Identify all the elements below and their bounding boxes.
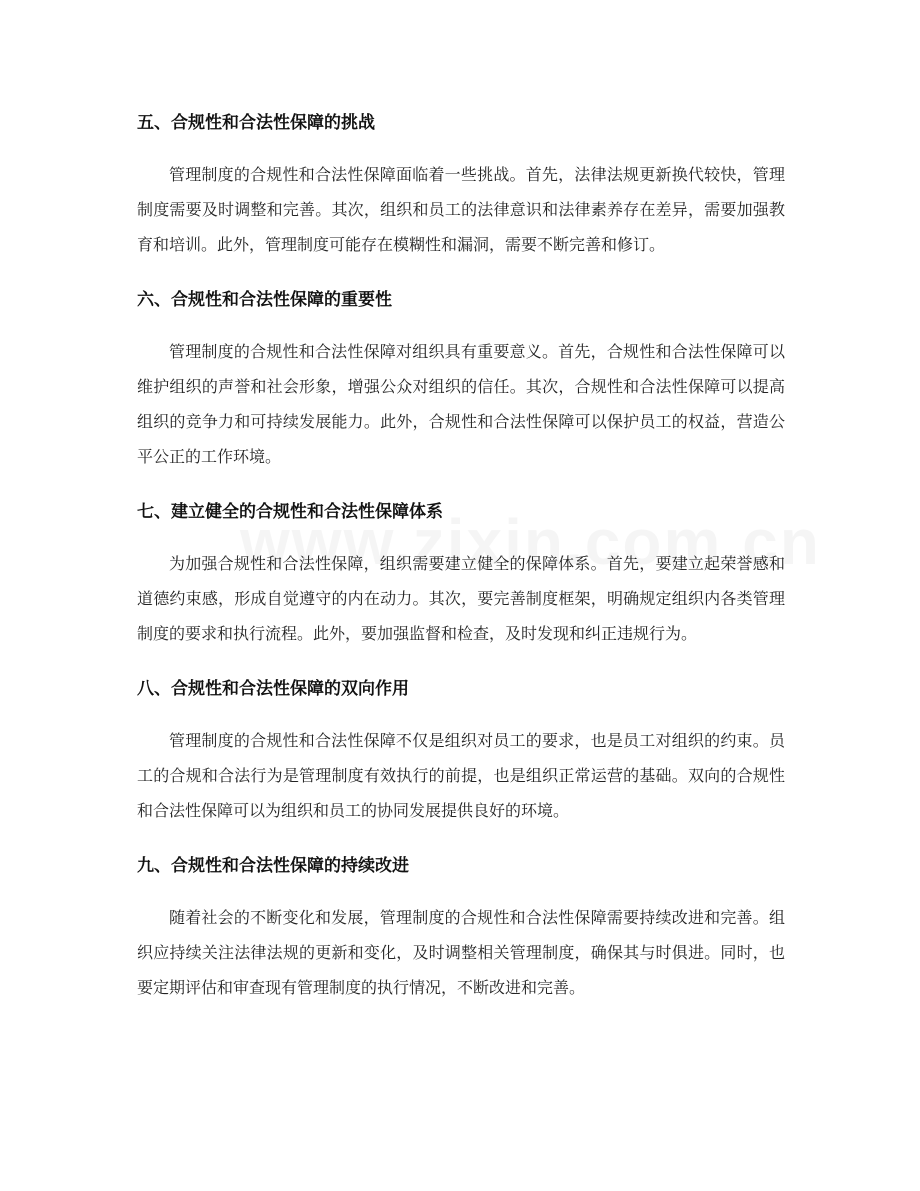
section-heading: 五、合规性和合法性保障的挑战 <box>137 113 375 133</box>
section-heading: 八、合规性和合法性保障的双向作用 <box>137 679 409 699</box>
section-paragraph: 随着社会的不断变化和发展，管理制度的合规性和合法性保障需要持续改进和完善。组织应持续关注法律法规的更新和变化，及时调整相关管理制度，确保其与时俱进。同时，也要定期评估和审查现有管理制度的执行情况，不断改进和完善。 <box>137 908 785 997</box>
section-paragraph: 管理制度的合规性和合法性保障面临着一些挑战。首先，法律法规更新换代较快，管理制度需要及时调整和完善。其次，组织和员工的法律意识和法律素养存在差异，需要加强教育和培训。此外，管理制度可能存在模糊性和漏洞，需要不断完善和修订。 <box>137 165 785 254</box>
section-challenges <box>137 106 785 262</box>
section-improvement <box>137 849 785 1005</box>
section-paragraph: 管理制度的合规性和合法性保障不仅是组织对员工的要求，也是员工对组织的约束。员工的合规和合法行为是管理制度有效执行的前提，也是组织正常运营的基础。双向的合规性和合法性保障可以为组织和员工的协同发展提供良好的环境。 <box>137 731 785 820</box>
section-heading: 七、建立健全的合规性和合法性保障体系 <box>137 502 443 522</box>
section-bidirectional <box>137 672 785 828</box>
section-paragraph: 为加强合规性和合法性保障，组织需要建立健全的保障体系。首先，要建立起荣誉感和道德约束感，形成自觉遵守的内在动力。其次，要完善制度框架，明确规定组织内各类管理制度的要求和执行流程。此外，要加强监督和检查，及时发现和纠正违规行为。 <box>137 554 785 643</box>
section-heading: 九、合规性和合法性保障的持续改进 <box>137 856 409 876</box>
document-body <box>137 106 785 1026</box>
section-paragraph: 管理制度的合规性和合法性保障对组织具有重要意义。首先，合规性和合法性保障可以维护组织的声誉和社会形象，增强公众对组织的信任。其次，合规性和合法性保障可以提高组织的竞争力和可持续发展能力。此外，合规性和合法性保障可以保护员工的权益，营造公平公正的工作环境。 <box>137 342 785 466</box>
section-system <box>137 495 785 651</box>
section-importance <box>137 283 785 474</box>
section-heading: 六、合规性和合法性保障的重要性 <box>137 290 392 310</box>
